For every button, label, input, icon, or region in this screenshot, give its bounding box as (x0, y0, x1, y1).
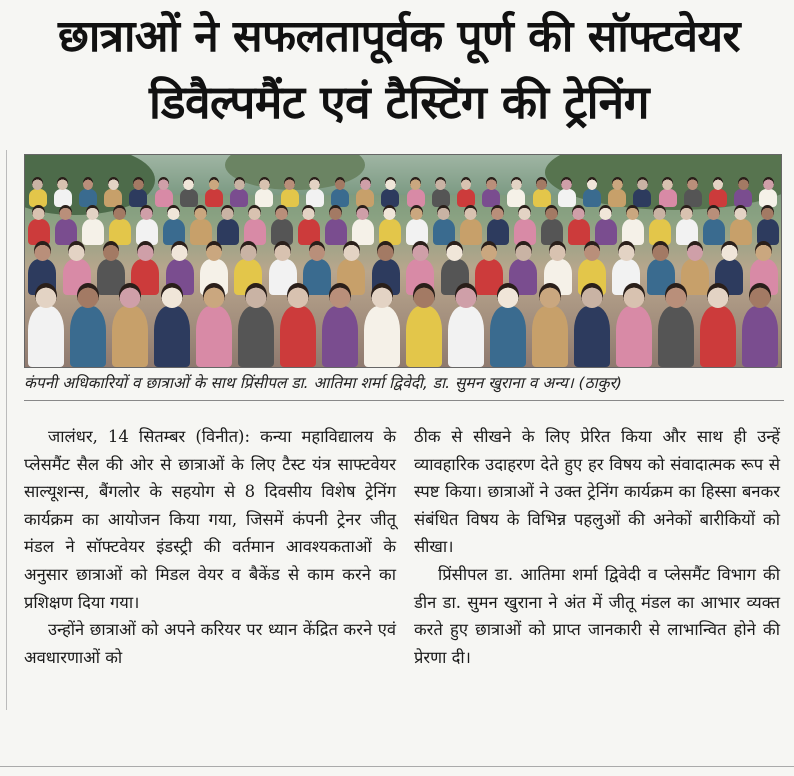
photo-person-head (612, 177, 623, 190)
photo-person (379, 205, 401, 245)
photo-person-head (755, 241, 772, 261)
photo-person-head (618, 241, 635, 261)
photo-person (238, 283, 274, 367)
photo-person-head (194, 205, 207, 220)
photo-person (129, 177, 147, 207)
photo-person-head (203, 283, 225, 308)
photo-person-head (133, 177, 144, 190)
photo-person-body (154, 306, 190, 367)
photo-person (583, 177, 601, 207)
photo-person (658, 283, 694, 367)
photo-person-head (410, 205, 423, 220)
photo-person (490, 283, 526, 367)
photo-person (280, 283, 316, 367)
photo-person (457, 177, 475, 207)
photo-person-body (742, 306, 778, 367)
photo-person-head (57, 177, 68, 190)
photo-person (759, 177, 777, 207)
photo-person-body (490, 306, 526, 367)
photo-person-head (158, 177, 169, 190)
photo-person (306, 177, 324, 207)
photo-person (616, 283, 652, 367)
photo-person-head (329, 205, 342, 220)
photo-person-head (377, 241, 394, 261)
photo-person-head (206, 241, 223, 261)
photo-person (742, 283, 778, 367)
photo-person (595, 205, 617, 245)
photo-person-body (364, 306, 400, 367)
photo-person-head (137, 241, 154, 261)
photo-person-head (32, 177, 43, 190)
photo-person-head (491, 205, 504, 220)
photo-person (230, 177, 248, 207)
photo-person-head (515, 241, 532, 261)
photo-person-head (302, 205, 315, 220)
photo-person-head (713, 177, 724, 190)
photo-person-body (658, 306, 694, 367)
photo-person-head (707, 283, 729, 308)
article-paragraph: प्रिंसीपल डा. आतिमा शर्मा द्विवेदी व प्लेसमैंट विभाग की डीन डा. सुमन खुराना ने अंत में जीतू मंडल का आभार व्यक्त करते हुए छात्राओं को प्राप्त जानकारी से लाभान्वित होने की प्रेरणा दी। (414, 564, 780, 667)
article-paragraph: ठीक से सीखने के लिए प्रेरित किया और साथ ही उन्हें व्यावहारिक उदाहरण देते हुए हर विषय को संवादात्मक रूप से स्पष्ट किया। छात्राओं ने उक्त ट्रेनिंग कार्यक्रम का हिस्सा बनकर संबंधित विषय के विभिन्न पहलुओं की अनेकों बारीकियों को सीखा। (414, 427, 780, 557)
photo-person-head (309, 241, 326, 261)
photo-person-head (245, 283, 267, 308)
photo-person-head (721, 241, 738, 261)
photo-person-head (687, 177, 698, 190)
photo-person (709, 177, 727, 207)
photo-person (574, 283, 610, 367)
photo-person-head (545, 205, 558, 220)
photo-person (55, 205, 77, 245)
photo-person (633, 177, 651, 207)
photo-person-body (280, 306, 316, 367)
photo-person (82, 205, 104, 245)
photo-person (568, 205, 590, 245)
photo-person-body (238, 306, 274, 367)
photo-person-head (412, 241, 429, 261)
photo-person-head (248, 205, 261, 220)
photo-person-head (209, 177, 220, 190)
photo-person-head (59, 205, 72, 220)
photo-person-head (108, 177, 119, 190)
photo-person (532, 283, 568, 367)
article-paragraph: जालंधर, 14 सितम्बर (विनीत): कन्या महाविद्यालय के प्लेसमैंट सैल की ओर से छात्राओं के लिए टैस्ट यंत्र साफ्टवेयर साल्यूशन्स, बैंगलोर के सहयोग से 8 दिवसीय विशेष ट्रेनिंग कार्यक्रम का आयोजन किया गया, जिसमें कंपनी ट्रेनर जीतू मंडल ने सॉफ्टवेयर इंडस्ट्री की वर्तमान आवश्यकताओं के अनुसार छात्राओं को मिडल वेयर व बैकेंड से काम करने का प्रशिक्षण दिया गया। (24, 427, 396, 612)
photo-person-head (343, 241, 360, 261)
article-column-right (414, 423, 780, 671)
photo-person-head (599, 205, 612, 220)
photo-person-head (140, 205, 153, 220)
photo-person-body (406, 306, 442, 367)
photo-person (163, 205, 185, 245)
photo-person-body (448, 306, 484, 367)
photo-person-head (662, 177, 673, 190)
photo-person-head (761, 205, 774, 220)
photo-person (217, 205, 239, 245)
photo-person-head (221, 205, 234, 220)
photo-person-head (86, 205, 99, 220)
photo-person-head (119, 283, 141, 308)
group-photo (24, 154, 782, 368)
photo-person-head (680, 205, 693, 220)
photo-person (112, 283, 148, 367)
photo-person (448, 283, 484, 367)
photo-person-head (410, 177, 421, 190)
photo-person-body (28, 306, 64, 367)
photo-caption: कंपनी अधिकारियों व छात्राओं के साथ प्रिंसीपल डा. आतिमा शर्मा द्विवेदी, डा. सुमन खुराना व अन्य। (ठाकुर) (24, 370, 784, 401)
photo-person (676, 205, 698, 245)
photo-person-head (435, 177, 446, 190)
photo-person (325, 205, 347, 245)
photo-person-head (167, 205, 180, 220)
photo-person-head (284, 177, 295, 190)
photo-person-head (383, 205, 396, 220)
photo-person-head (32, 205, 45, 220)
photo-person-body (322, 306, 358, 367)
headline-line-2: डिवैल्पमैंट एवं टैस्टिंग की ट्रेनिंग (148, 75, 650, 129)
photo-person-head (587, 177, 598, 190)
photo-person-head (511, 177, 522, 190)
photo-person (381, 177, 399, 207)
photo-person (244, 205, 266, 245)
photo-person (322, 283, 358, 367)
photo-person-head (329, 283, 351, 308)
photo-person-head (240, 241, 257, 261)
photo-person-head (461, 177, 472, 190)
photo-person-body (112, 306, 148, 367)
photo-person-head (371, 283, 393, 308)
photo-person-head (309, 177, 320, 190)
photo-person (136, 205, 158, 245)
photo-person (558, 177, 576, 207)
photo-person-head (763, 177, 774, 190)
photo-person-body (574, 306, 610, 367)
photo-person-head (287, 283, 309, 308)
photo-person-body (532, 306, 568, 367)
photo-person-head (34, 241, 51, 261)
photo-person-head (360, 177, 371, 190)
photo-person (514, 205, 536, 245)
photo-person-head (581, 283, 603, 308)
photo-person-head (738, 177, 749, 190)
photo-person (255, 177, 273, 207)
photo-person-head (455, 283, 477, 308)
photo-person (28, 283, 64, 367)
photo-person-head (413, 283, 435, 308)
photo-person-head (68, 241, 85, 261)
photo-person (533, 177, 551, 207)
photo-person (487, 205, 509, 245)
photo-person (432, 177, 450, 207)
photo-person-head (734, 205, 747, 220)
photo-person-head (572, 205, 585, 220)
photo-person (331, 177, 349, 207)
photo-person-head (539, 283, 561, 308)
photo-person (460, 205, 482, 245)
photo-person (109, 205, 131, 245)
photo-person (28, 205, 50, 245)
photo-person (757, 205, 779, 245)
photo-person (407, 177, 425, 207)
photo-person-head (274, 241, 291, 261)
photo-person-head (749, 283, 771, 308)
photo-person-head (518, 205, 531, 220)
photo-person (205, 177, 223, 207)
photo-person-head (486, 177, 497, 190)
photo-person-head (623, 283, 645, 308)
photo-person-head (234, 177, 245, 190)
photo-person-head (561, 177, 572, 190)
photo-person (730, 205, 752, 245)
photo-person-head (385, 177, 396, 190)
photo-person-head (536, 177, 547, 190)
photo-person-head (652, 241, 669, 261)
photo-person-head (161, 283, 183, 308)
photo-person-head (653, 205, 666, 220)
photo-person (734, 177, 752, 207)
photo-person (29, 177, 47, 207)
photo-person-head (83, 177, 94, 190)
photo-person-head (497, 283, 519, 308)
photo-person-head (356, 205, 369, 220)
photo-person-head (446, 241, 463, 261)
photo-person-body (70, 306, 106, 367)
photo-person-head (626, 205, 639, 220)
photo-person-head (584, 241, 601, 261)
photo-person (196, 283, 232, 367)
photo-person-head (183, 177, 194, 190)
photo-person (79, 177, 97, 207)
photo-person (622, 205, 644, 245)
photo-person-head (687, 241, 704, 261)
photo-person (649, 205, 671, 245)
photo-person (281, 177, 299, 207)
photo-person-body (616, 306, 652, 367)
photo-person-head (665, 283, 687, 308)
photo-person (70, 283, 106, 367)
photo-person (700, 283, 736, 367)
photo-person-head (259, 177, 270, 190)
photo-person (271, 205, 293, 245)
photo-person (54, 177, 72, 207)
photo-person-head (103, 241, 120, 261)
photo-person (298, 205, 320, 245)
photo-person-head (464, 205, 477, 220)
photo-person-head (77, 283, 99, 308)
photo-person (180, 177, 198, 207)
photo-person (406, 283, 442, 367)
photo-person-body (700, 306, 736, 367)
photo-person (352, 205, 374, 245)
headline (14, 6, 784, 136)
photo-person (155, 177, 173, 207)
photo-person (433, 205, 455, 245)
photo-person-head (171, 241, 188, 261)
photo-person (406, 205, 428, 245)
photo-person-head (549, 241, 566, 261)
photo-person (104, 177, 122, 207)
article-column-left (24, 423, 396, 671)
photo-person (684, 177, 702, 207)
page-edge-rule (0, 150, 7, 710)
photo-person-head (113, 205, 126, 220)
photo-person-head (35, 283, 57, 308)
photo-person-head (437, 205, 450, 220)
photo-person-head (275, 205, 288, 220)
photo-person (703, 205, 725, 245)
bottom-rule (0, 766, 794, 767)
photo-person (482, 177, 500, 207)
photo-person (364, 283, 400, 367)
photo-person-head (335, 177, 346, 190)
headline-line-1: छात्राओं ने सफलतापूर्वक पूर्ण की सॉफ्टवेयर (57, 11, 741, 62)
photo-person (608, 177, 626, 207)
photo-person (659, 177, 677, 207)
article-paragraph: उन्होंने छात्राओं को अपने करियर पर ध्यान केंद्रित करने एवं अवधारणाओं को (24, 620, 396, 667)
photo-person (507, 177, 525, 207)
photo-person-body (196, 306, 232, 367)
photo-person (190, 205, 212, 245)
photo-person (356, 177, 374, 207)
photo-person-head (707, 205, 720, 220)
photo-person (154, 283, 190, 367)
photo-person-head (481, 241, 498, 261)
photo-person-head (637, 177, 648, 190)
photo-person (541, 205, 563, 245)
